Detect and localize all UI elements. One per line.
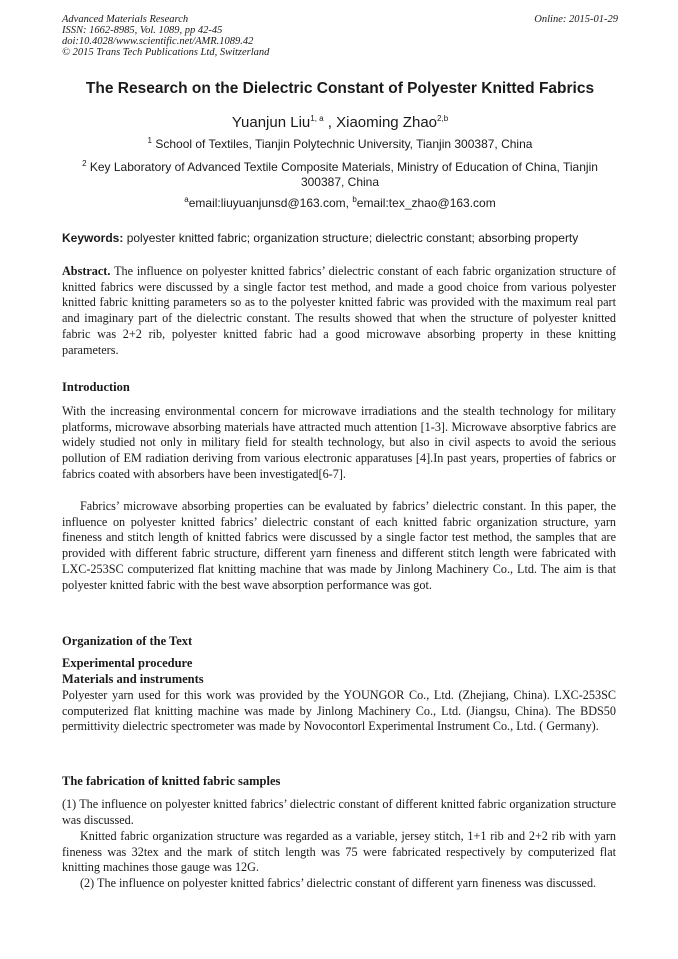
keywords-label: Keywords:	[62, 231, 124, 245]
copyright-line: © 2015 Trans Tech Publications Ltd, Switzerland	[62, 47, 270, 58]
keywords	[62, 231, 618, 245]
issn-line: ISSN: 1662-8985, Vol. 1089, pp 42-45	[62, 25, 223, 36]
email-b-sup: b	[352, 195, 357, 204]
author-2-sup: 2,b	[437, 114, 449, 123]
keywords-text: polyester knitted fabric; organization structure; dielectric constant; absorbing property	[126, 231, 579, 245]
affiliation-1	[62, 137, 618, 152]
fabrication-paragraph-1: (1) The influence on polyester knitted fabrics’ dielectric constant of different knitted fabric organization structure was discussed.	[62, 797, 616, 827]
author-1: Yuanjun Liu	[231, 114, 311, 131]
journal-name: Advanced Materials Research	[62, 14, 189, 25]
email-b: email:tex_zhao@163.com	[356, 196, 496, 210]
affiliation-2-text: Key Laboratory of Advanced Textile Composite Materials, Ministry of Education of China, Tianjin 300387, China	[89, 160, 598, 189]
abstract-label: Abstract.	[62, 264, 111, 278]
fabrication-paragraph-2: Knitted fabric organization structure was regarded as a variable, jersey stitch, 1+1 rib and 2+2 rib with yarn fineness was 32tex and the mark of stitch length was 75 were fabricated respectively by computerized flat knitting machines those gauge was 12G.	[62, 829, 616, 875]
organization-heading: Organization of the Text	[62, 634, 193, 648]
affiliation-2	[60, 160, 620, 190]
email-a-sup: a	[184, 195, 189, 204]
introduction-paragraph-1: With the increasing environmental concern for microwave irradiations and the stealth technology for military platforms, microwave absorbing materials have attracted much attention [1-3]. Microwave absorptive fabrics are widely studied not only in military field for stealth technology, but also in civil aspects to avoid the serious pollution of EM radiation deriving from various electronic apparatuses [4].In past years, properties of fabrics or fabrics coated with absorbers have been investigated[6-7].	[62, 404, 616, 481]
fabrication-paragraph-3: (2) The influence on polyester knitted fabrics’ dielectric constant of different yarn fineness was discussed.	[80, 876, 597, 890]
materials-paragraph: Polyester yarn used for this work was provided by the YOUNGOR Co., Ltd. (Zhejiang, China). LXC-253SC computerized flat knitting machine was made by Jinlong Machinery Co., Ltd. (Jiangsu, China). The BDS50 permittivity dielectric spectrometer was made by Novocontorl Experimental Instrument Co., Ltd. ( Germany).	[62, 688, 616, 734]
doi-line: doi:10.4028/www.scientific.net/AMR.1089.42	[62, 36, 254, 47]
email-line	[62, 196, 618, 211]
introduction-heading: Introduction	[62, 380, 130, 394]
author-2: Xiaoming Zhao	[336, 114, 438, 131]
abstract	[62, 264, 616, 358]
online-date: Online: 2015-01-29	[534, 14, 618, 25]
experimental-procedure-heading: Experimental procedure	[62, 656, 193, 670]
author-separator: ,	[323, 114, 337, 131]
abstract-text: The influence on polyester knitted fabrics’ dielectric constant of each fabric organization structure of knitted fabrics were discussed by a single factor test method, and made a good choice from various polyester knitted fabric knitting parameters so as to the polyester knitted fabric was provided with the maximum real part and imaginary part of the dielectric constant. The results showed that when the structure of polyester knitted fabric was 2+2 rib, polyester knitted fabric had a good microwave absorbing property in these knitting parameters.	[62, 264, 616, 357]
affiliation-1-sup: 1	[147, 136, 152, 145]
author-1-sup: 1, a	[310, 114, 324, 123]
introduction-paragraph-2: Fabrics’ microwave absorbing properties can be evaluated by fabrics’ dielectric constant. In this paper, the influence on polyester knitted fabrics’ dielectric constant of each knitted fabric organization structure, yarn fineness and stitch length of knitted fabrics were discussed by a single factor test method, the samples that are provided with different fabric structure, different yarn fineness and different stitch length were fabricated with LXC-253SC computerized flat knitting machine that was made by Jinlong Machinery Co., Ltd. The aim is that polyester knitted fabric with the best wave absorption performance was got.	[62, 499, 616, 592]
fabrication-heading: The fabrication of knitted fabric samples	[62, 774, 281, 788]
paper-title: The Research on the Dielectric Constant of Polyester Knitted Fabrics	[85, 80, 595, 97]
author-line	[40, 114, 640, 131]
materials-heading: Materials and instruments	[62, 672, 204, 686]
affiliation-2-sup: 2	[82, 159, 87, 168]
email-a: email:liuyuanjunsd@163.com,	[188, 196, 349, 210]
affiliation-1-text: School of Textiles, Tianjin Polytechnic University, Tianjin 300387, China	[155, 137, 533, 151]
journal-header	[62, 14, 618, 58]
